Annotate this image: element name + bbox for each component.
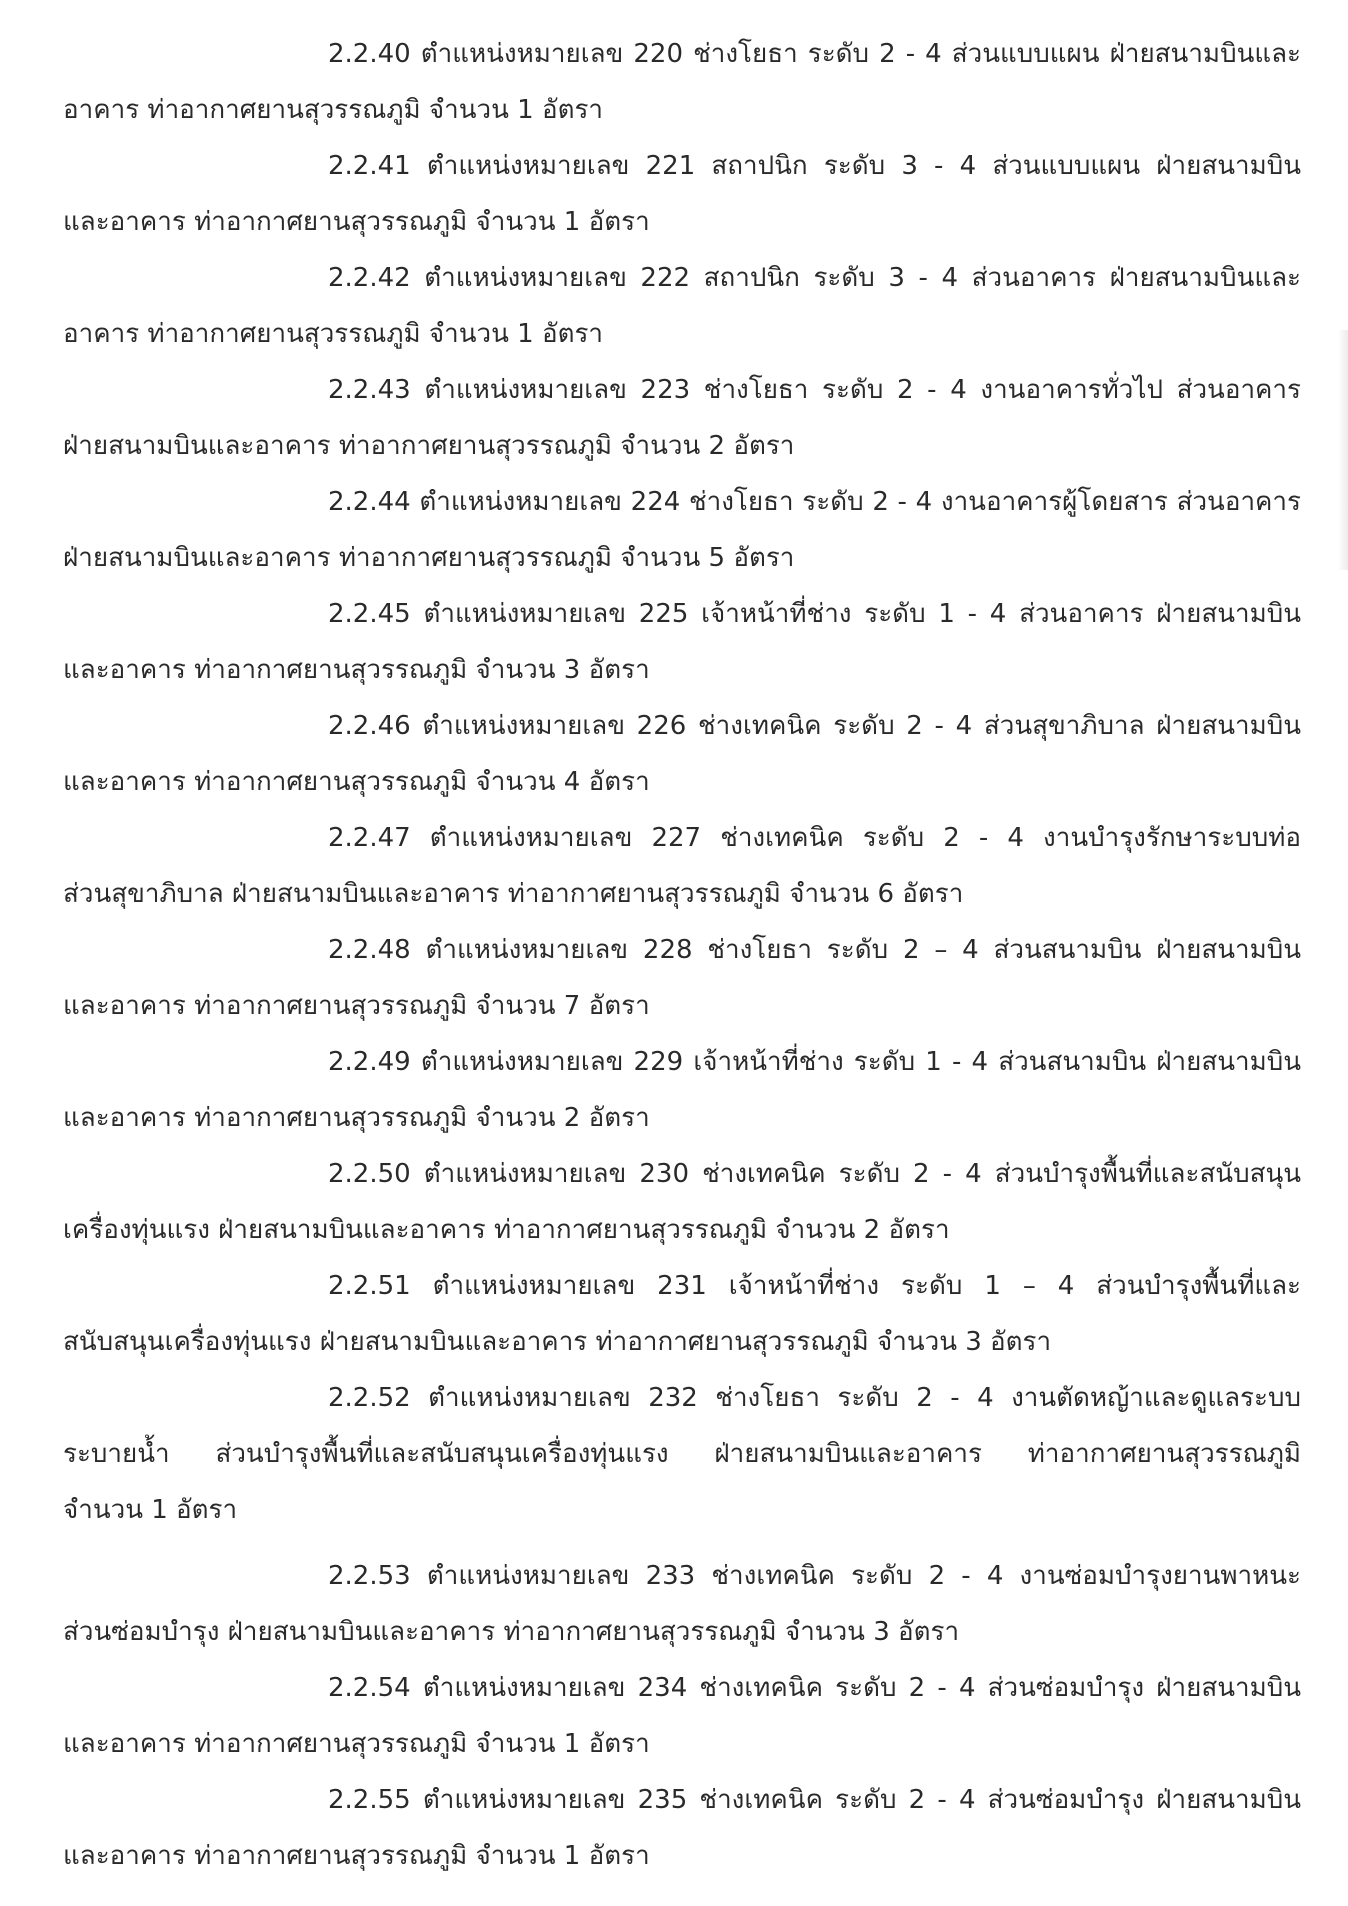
position-item (63, 1258, 1301, 1370)
item-continuation-line: ส่วนสุขาภิบาล ฝ่ายสนามบินและอาคาร ท่าอากาศยานสุวรรณภูมิ จำนวน 6 อัตรา (63, 879, 964, 909)
item-continuation-line: ฝ่ายสนามบินและอาคาร ท่าอากาศยานสุวรรณภูมิ จำนวน 2 อัตรา (63, 431, 795, 461)
item-first-line: 2.2.54 ตำแหน่งหมายเลข 234 ช่างเทคนิค ระดับ 2 - 4 ส่วนซ่อมบำรุง ฝ่ายสนามบิน (328, 1673, 1301, 1703)
item-first-line: 2.2.55 ตำแหน่งหมายเลข 235 ช่างเทคนิค ระดับ 2 - 4 ส่วนซ่อมบำรุง ฝ่ายสนามบิน (328, 1785, 1301, 1815)
item-continuation-line: และอาคาร ท่าอากาศยานสุวรรณภูมิ จำนวน 1 อัตรา (63, 1729, 650, 1759)
position-item (63, 362, 1301, 474)
item-first-line: 2.2.47 ตำแหน่งหมายเลข 227 ช่างเทคนิค ระดับ 2 - 4 งานบำรุงรักษาระบบท่อ (328, 823, 1301, 853)
item-continuation-line: สนับสนุนเครื่องทุ่นแรง ฝ่ายสนามบินและอาคาร ท่าอากาศยานสุวรรณภูมิ จำนวน 3 อัตรา (63, 1327, 1052, 1357)
item-continuation-line: อาคาร ท่าอากาศยานสุวรรณภูมิ จำนวน 1 อัตรา (63, 319, 604, 349)
item-continuation-line: และอาคาร ท่าอากาศยานสุวรรณภูมิ จำนวน 4 อัตรา (63, 767, 650, 797)
position-item (63, 1772, 1301, 1884)
position-item (63, 138, 1301, 250)
position-item (63, 26, 1301, 138)
scan-edge-shadow (1338, 330, 1348, 570)
item-continuation-line: และอาคาร ท่าอากาศยานสุวรรณภูมิ จำนวน 2 อัตรา (63, 1103, 650, 1133)
item-first-line: 2.2.49 ตำแหน่งหมายเลข 229 เจ้าหน้าที่ช่าง ระดับ 1 - 4 ส่วนสนามบิน ฝ่ายสนามบิน (328, 1047, 1301, 1077)
item-first-line: 2.2.44 ตำแหน่งหมายเลข 224 ช่างโยธา ระดับ 2 - 4 งานอาคารผู้โดยสาร ส่วนอาคาร (328, 487, 1301, 517)
item-first-line: 2.2.42 ตำแหน่งหมายเลข 222 สถาปนิก ระดับ 3 - 4 ส่วนอาคาร ฝ่ายสนามบินและ (328, 263, 1301, 293)
position-list (63, 26, 1301, 1884)
item-continuation-line: และอาคาร ท่าอากาศยานสุวรรณภูมิ จำนวน 1 อัตรา (63, 1841, 650, 1871)
position-item (63, 1370, 1301, 1538)
item-first-line: 2.2.50 ตำแหน่งหมายเลข 230 ช่างเทคนิค ระดับ 2 - 4 ส่วนบำรุงพื้นที่และสนับสนุน (328, 1159, 1301, 1189)
position-item (63, 922, 1301, 1034)
position-item (63, 1034, 1301, 1146)
position-item (63, 1146, 1301, 1258)
item-first-line: 2.2.43 ตำแหน่งหมายเลข 223 ช่างโยธา ระดับ 2 - 4 งานอาคารทั่วไป ส่วนอาคาร (328, 375, 1301, 405)
item-first-line: 2.2.52 ตำแหน่งหมายเลข 232 ช่างโยธา ระดับ 2 - 4 งานตัดหญ้าและดูแลระบบ (328, 1383, 1301, 1413)
item-continuation-line: ระบายน้ำ ส่วนบำรุงพื้นที่และสนับสนุนเครื่องทุ่นแรง ฝ่ายสนามบินและอาคาร ท่าอากาศยานสุวรรณภูมิ (63, 1439, 1301, 1469)
item-first-line: 2.2.41 ตำแหน่งหมายเลข 221 สถาปนิก ระดับ 3 - 4 ส่วนแบบแผน ฝ่ายสนามบิน (328, 151, 1301, 181)
item-spacer (63, 1538, 1301, 1548)
item-continuation-line: และอาคาร ท่าอากาศยานสุวรรณภูมิ จำนวน 7 อัตรา (63, 991, 650, 1021)
item-first-line: 2.2.48 ตำแหน่งหมายเลข 228 ช่างโยธา ระดับ 2 – 4 ส่วนสนามบิน ฝ่ายสนามบิน (328, 935, 1301, 965)
item-continuation-line: อาคาร ท่าอากาศยานสุวรรณภูมิ จำนวน 1 อัตรา (63, 95, 604, 125)
position-item (63, 1548, 1301, 1660)
item-continuation-line: และอาคาร ท่าอากาศยานสุวรรณภูมิ จำนวน 3 อัตรา (63, 655, 650, 685)
position-item (63, 810, 1301, 922)
item-first-line: 2.2.40 ตำแหน่งหมายเลข 220 ช่างโยธา ระดับ 2 - 4 ส่วนแบบแผน ฝ่ายสนามบินและ (328, 39, 1301, 69)
item-first-line: 2.2.53 ตำแหน่งหมายเลข 233 ช่างเทคนิค ระดับ 2 - 4 งานซ่อมบำรุงยานพาหนะ (328, 1561, 1301, 1591)
item-continuation-line: ฝ่ายสนามบินและอาคาร ท่าอากาศยานสุวรรณภูมิ จำนวน 5 อัตรา (63, 543, 795, 573)
position-item (63, 474, 1301, 586)
position-item (63, 1660, 1301, 1772)
position-item (63, 586, 1301, 698)
item-continuation-line: ส่วนซ่อมบำรุง ฝ่ายสนามบินและอาคาร ท่าอากาศยานสุวรรณภูมิ จำนวน 3 อัตรา (63, 1617, 960, 1647)
item-continuation-line: จำนวน 1 อัตรา (63, 1495, 238, 1525)
item-first-line: 2.2.45 ตำแหน่งหมายเลข 225 เจ้าหน้าที่ช่าง ระดับ 1 - 4 ส่วนอาคาร ฝ่ายสนามบิน (328, 599, 1301, 629)
item-continuation-line: เครื่องทุ่นแรง ฝ่ายสนามบินและอาคาร ท่าอากาศยานสุวรรณภูมิ จำนวน 2 อัตรา (63, 1215, 950, 1245)
item-first-line: 2.2.51 ตำแหน่งหมายเลข 231 เจ้าหน้าที่ช่าง ระดับ 1 – 4 ส่วนบำรุงพื้นที่และ (328, 1271, 1301, 1301)
position-item (63, 250, 1301, 362)
item-first-line: 2.2.46 ตำแหน่งหมายเลข 226 ช่างเทคนิค ระดับ 2 - 4 ส่วนสุขาภิบาล ฝ่ายสนามบิน (328, 711, 1301, 741)
position-item (63, 698, 1301, 810)
item-continuation-line: และอาคาร ท่าอากาศยานสุวรรณภูมิ จำนวน 1 อัตรา (63, 207, 650, 237)
